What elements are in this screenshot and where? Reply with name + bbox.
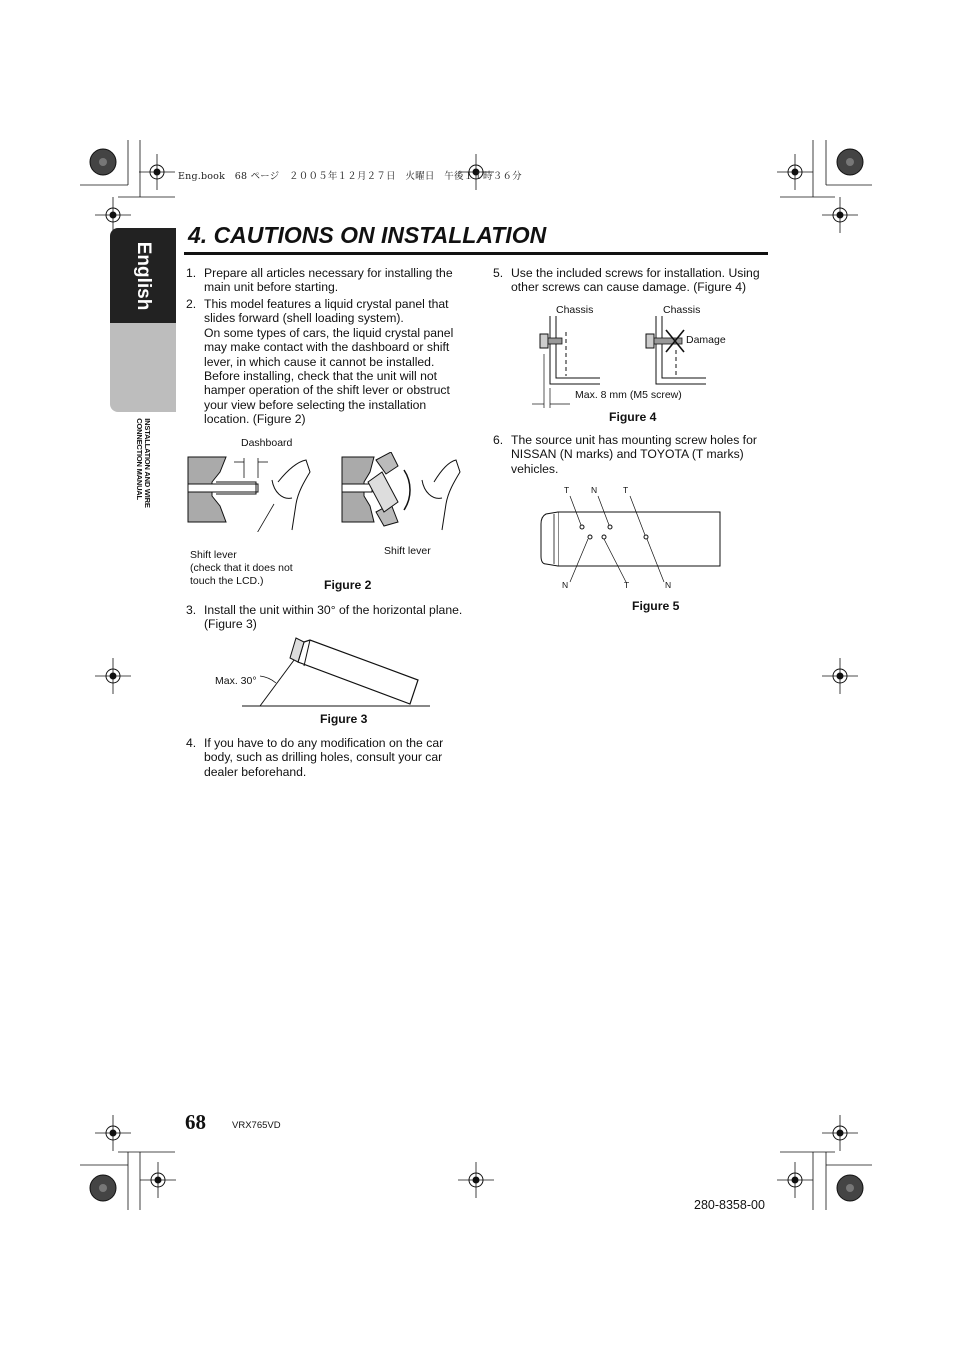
figure-3-angle-label: Max. 30° <box>215 675 257 687</box>
page-number: 68 <box>185 1110 206 1134</box>
title-rule <box>184 252 768 255</box>
print-header: Eng.book 68 ページ ２００５年１２月２７日 火曜日 午後１１時３６分 <box>178 171 522 182</box>
figure-5-top-mark-2: N <box>591 485 598 495</box>
figure-5-top-mark-3: T <box>623 485 629 495</box>
language-label: English <box>133 241 154 311</box>
figure-2-illustration <box>186 452 466 532</box>
figure-2-shift-lever-right: Shift lever <box>384 545 431 557</box>
manual-label: INSTALLATION AND WIRE CONNECTION MANUAL <box>135 418 152 508</box>
figure-2-shift-lever-left: Shift lever (check that it does not touch the LCD.) <box>190 549 293 587</box>
page-title: 4. CAUTIONS ON INSTALLATION <box>188 222 547 248</box>
figure-2-dashboard-label: Dashboard <box>241 437 293 449</box>
figure-5-illustration <box>538 494 724 590</box>
figure-4-damage-label: Damage <box>686 334 726 346</box>
side-tab <box>110 228 176 508</box>
figure-5-bottom-mark-2: T <box>624 580 630 590</box>
figure-4-max-screw-label: Max. 8 mm (M5 screw) <box>575 389 682 401</box>
figure-5-bottom-mark-3: N <box>665 580 672 590</box>
figure-4-chassis-right: Chassis <box>663 304 701 316</box>
figure-3-caption: Figure 3 <box>320 712 368 726</box>
document-number: 280-8358-00 <box>694 1198 765 1212</box>
figure-4-chassis-left: Chassis <box>556 304 594 316</box>
figure-3-illustration <box>240 636 435 710</box>
figure-5-top-mark-1: T <box>564 485 570 495</box>
figure-2-caption: Figure 2 <box>324 578 372 592</box>
figure-5-bottom-mark-1: N <box>562 580 569 590</box>
figure-4-caption: Figure 4 <box>609 410 657 424</box>
model-number: VRX765VD <box>232 1120 281 1131</box>
figure-5-caption: Figure 5 <box>632 599 680 613</box>
